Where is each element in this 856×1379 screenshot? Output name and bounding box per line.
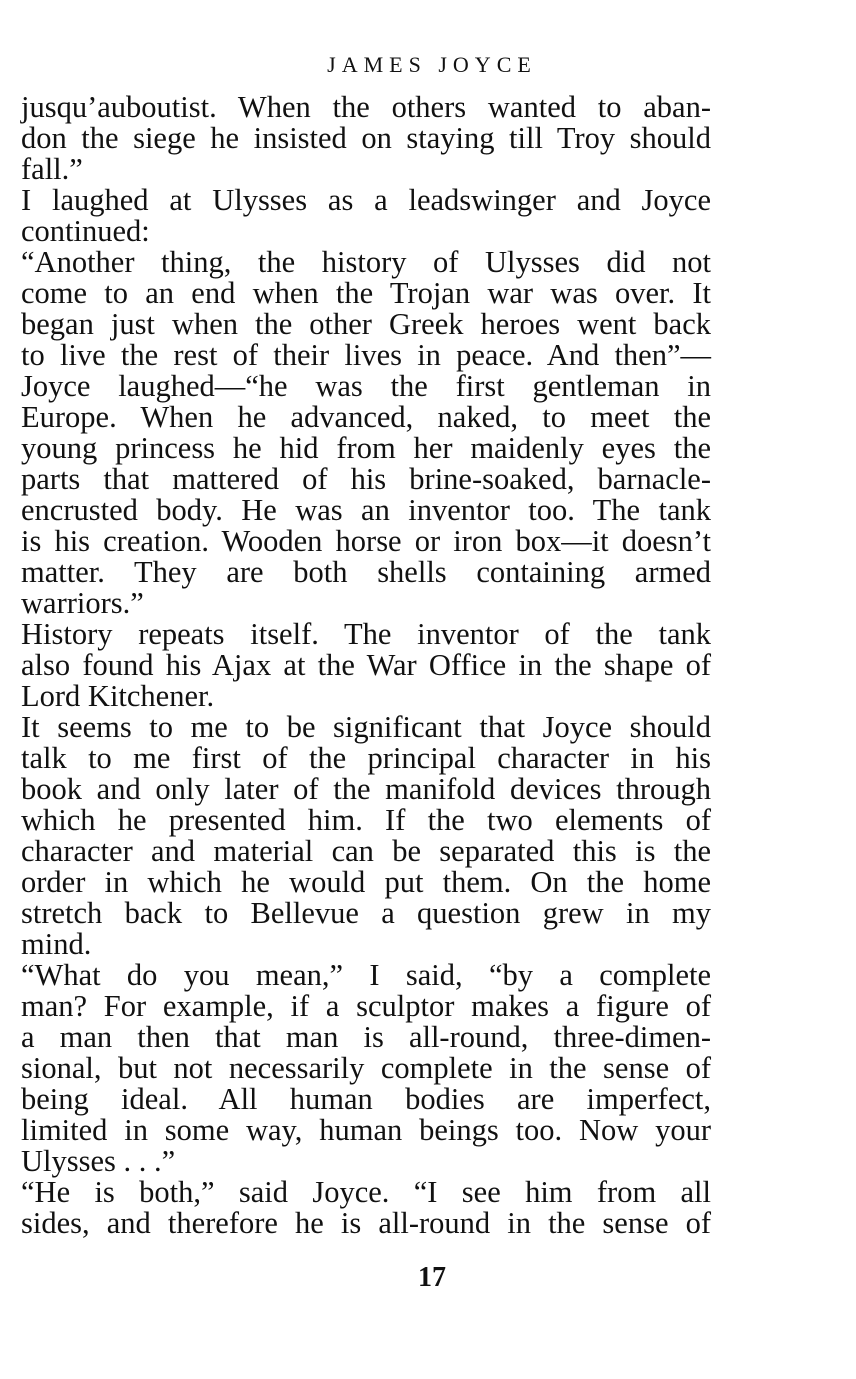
text-line: to live the rest of their lives in peace. And then”— (21, 338, 711, 372)
text-line: young princess he hid from her maidenly eyes the (21, 431, 711, 465)
text-line: Joyce laughed—“he was the first gentleman in (21, 369, 711, 403)
text-line: sides, and therefore he is all-round in the sense of (21, 1206, 711, 1240)
text-line: parts that mattered of his brine-soaked, barnacle- (21, 462, 711, 496)
text-line: Ulysses . . .” (21, 1144, 176, 1178)
body-text (21, 92, 711, 1239)
text-line: Lord Kitchener. (21, 679, 215, 713)
text-line: Europe. When he advanced, naked, to meet the (21, 400, 711, 434)
text-line: book and only later of the manifold devices through (21, 772, 711, 806)
text-line: a man then that man is all-round, three-dimen- (21, 1020, 711, 1054)
text-line: which he presented him. If the two elements of (21, 803, 711, 837)
text-line: mind. (21, 927, 92, 961)
text-line: I laughed at Ulysses as a leadswinger and Joyce (21, 183, 711, 217)
text-line: “What do you mean,” I said, “by a complete (21, 958, 711, 992)
text-line: come to an end when the Trojan war was over. It (21, 276, 711, 310)
text-line: matter. They are both shells containing armed (21, 555, 711, 589)
running-head: JAMES JOYCE (327, 52, 537, 77)
text-line: sional, but not necessarily complete in the sense of (21, 1051, 711, 1085)
text-line: “Another thing, the history of Ulysses did not (21, 245, 711, 279)
text-line: being ideal. All human bodies are imperfect, (21, 1082, 711, 1116)
text-line: warriors.” (21, 586, 144, 620)
text-line: limited in some way, human beings too. Now your (21, 1113, 711, 1147)
text-line: fall.” (21, 152, 83, 186)
text-line: man? For example, if a sculptor makes a figure of (21, 989, 711, 1023)
text-line: order in which he would put them. On the home (21, 865, 711, 899)
text-line: jusqu’auboutist. When the others wanted to aban- (21, 90, 711, 124)
text-line: History repeats itself. The inventor of the tank (21, 617, 711, 651)
text-line: It seems to me to be significant that Joyce should (21, 710, 711, 744)
text-line: is his creation. Wooden horse or iron box—it doesn’t (21, 524, 711, 558)
text-line: continued: (21, 214, 150, 248)
text-line: also found his Ajax at the War Office in the shape of (21, 648, 711, 682)
text-line: character and material can be separated this is the (21, 834, 711, 868)
page-number: 17 (418, 1262, 446, 1293)
text-line: “He is both,” said Joyce. “I see him from all (21, 1175, 711, 1209)
text-line: talk to me first of the principal character in his (21, 741, 711, 775)
text-line: began just when the other Greek heroes went back (21, 307, 711, 341)
text-line: stretch back to Bellevue a question grew in my (21, 896, 711, 930)
text-line: encrusted body. He was an inventor too. The tank (21, 493, 711, 527)
text-line: don the siege he insisted on staying till Troy should (21, 121, 711, 155)
